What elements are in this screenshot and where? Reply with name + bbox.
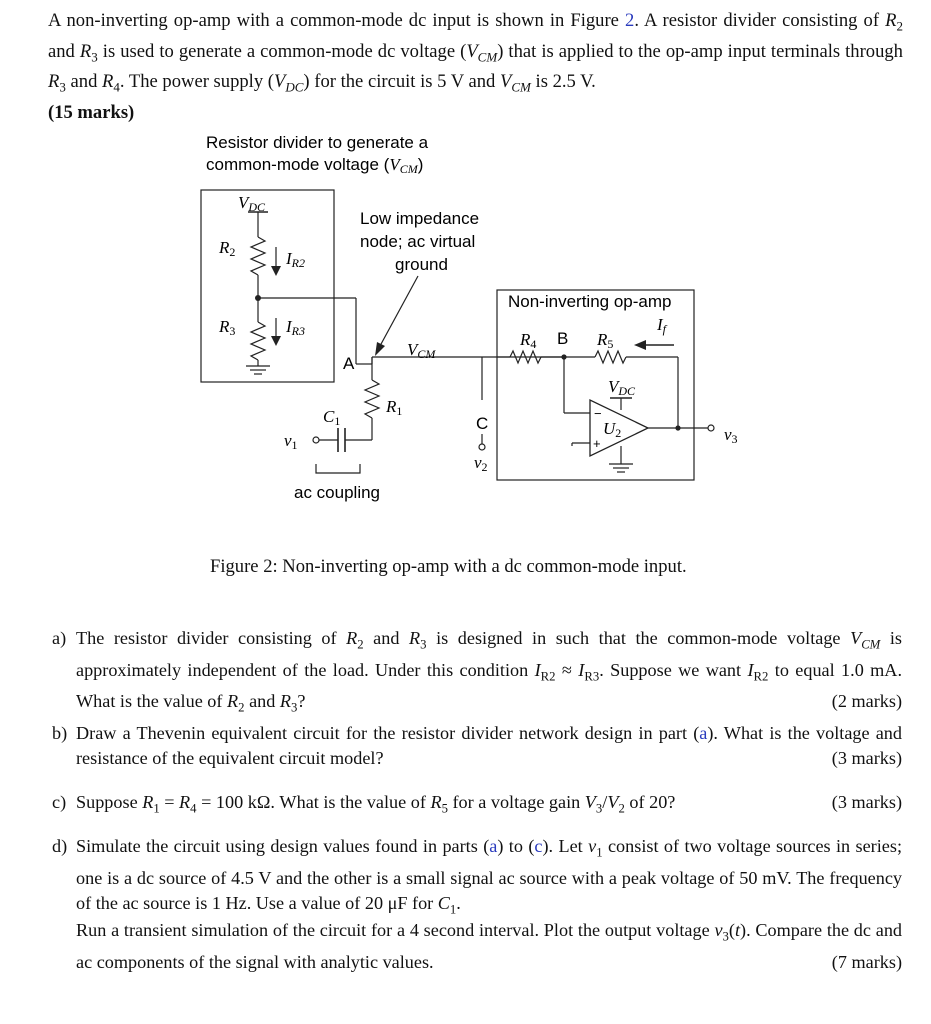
r3-label: R3 [219,317,236,338]
r1-label: R1 [386,397,403,418]
total-marks: (15 marks) [48,102,135,124]
v3-label: v3 [724,425,738,446]
vdc-label-top: VDC [238,193,266,214]
v3-terminal [708,425,714,431]
ir3-arrow [271,336,281,346]
inverting-input-sign: − [594,406,602,421]
question-d: d) Simulate the circuit using design values found in parts (a) to (c). Let $v_1$ consist of two voltage sources in series; one is a dc source of 4.5 V and the other is a small signal ac source with a peak voltage of 50 mV. The frequency of the ac source is 1 Hz. Use a value of 20 μF for $C_1$. [52,836,902,917]
ac-coupling-label: ac coupling [294,483,381,502]
question-d-paragraph-2: Run a transient simulation of the circuit for a 4 second interval. Plot the output voltage $v_3(t)$. Compare the dc and ac components of the signal with analytic values. (7 marks) [52,918,902,975]
figure-caption: Figure 2: Non-inverting op-amp with a dc common-mode input. [210,556,687,577]
ir2-arrow [271,266,281,276]
note-line1: Low impedance [360,209,480,228]
divider-title-line2: common-mode voltage (VCM) [206,155,424,176]
c1-label: C1 [323,407,341,428]
v2-terminal [479,444,485,450]
note-line3: ground [395,255,448,274]
note-line2: node; ac virtual [360,232,476,251]
r4-label: R4 [520,330,537,351]
question-b: b) Draw a Thevenin equivalent circuit for the resistor divider network design in part (a). What is the voltage and resistance of the equivalent circuit model? (3 marks) [52,721,902,771]
ac-coupling-bracket [316,464,360,473]
noninverting-input-sign: + [593,436,601,451]
part-a-reference-link[interactable]: a [699,723,708,743]
ir2-label: IR2 [286,249,306,270]
v1-label: v1 [284,431,298,452]
r3-resistor [251,322,265,360]
marks-c: (3 marks) [831,792,902,812]
u2-label: U2 [603,419,622,440]
divider-box [201,190,334,382]
problem-intro: A non-inverting op-amp with a common-mode dc input is shown in Figure 2. A resistor divider consisting of $R_2$ and $R_3$ is used to generate a common-mode dc voltage $(V_{CM})$ that is applied to the op-amp input terminals through $R_3$ and $R_4$. The power supply $(V_{DC})$ for the circuit is 5 V and $V_{CM}$ is 2.5 V. (15 marks) [48,10,904,124]
note-arrow-head [375,342,385,356]
vcm-label: VCM [407,340,436,361]
r2-label: R2 [219,238,236,259]
opamp-box [497,290,694,480]
marks-a: (2 marks) [831,691,902,712]
r5-resistor [595,351,626,363]
node-a-label: A [343,354,355,373]
marks-b: (3 marks) [831,748,902,768]
node-c-label: C [476,414,489,433]
r1-resistor [365,380,379,418]
ir3-label: IR3 [286,317,306,338]
if-arrow [634,340,646,350]
question-a: a) The resistor divider consisting of $R_2$ and $R_3$ is designed in such that the common-mode voltage $V_{CM}$ is approximately independent of the load. Under this condition $I_{R2} \approx I_{R3}$. Suppose we want $I_{R2}$ to equal 1.0 mA. What is the value of $R_2$ and $R_3$? (2 marks) [52,628,902,715]
vdc-label-opamp: VDC [608,377,636,398]
divider-title-line1: Resistor divider to generate a [206,133,429,152]
v2-label: v2 [474,453,488,474]
node-b-label: B [557,329,569,348]
marks-d: (7 marks) [831,951,902,972]
r2-resistor [251,237,265,275]
part-a-reference-link-2[interactable]: a [489,836,498,856]
part-c-reference-link[interactable]: c [534,836,543,856]
question-c: c) (3 marks) Suppose $R_1 = R_4 = 100$ kΩ. What is the value of $R_5$ for a voltage gain $V_3/V_2$ of 20? [52,792,902,816]
r5-label: R5 [597,330,614,351]
figure-reference-link[interactable]: 2 [625,10,635,31]
opamp-box-title: Non-inverting op-amp [508,292,672,311]
v1-terminal [313,437,319,443]
if-label: If [657,315,667,336]
